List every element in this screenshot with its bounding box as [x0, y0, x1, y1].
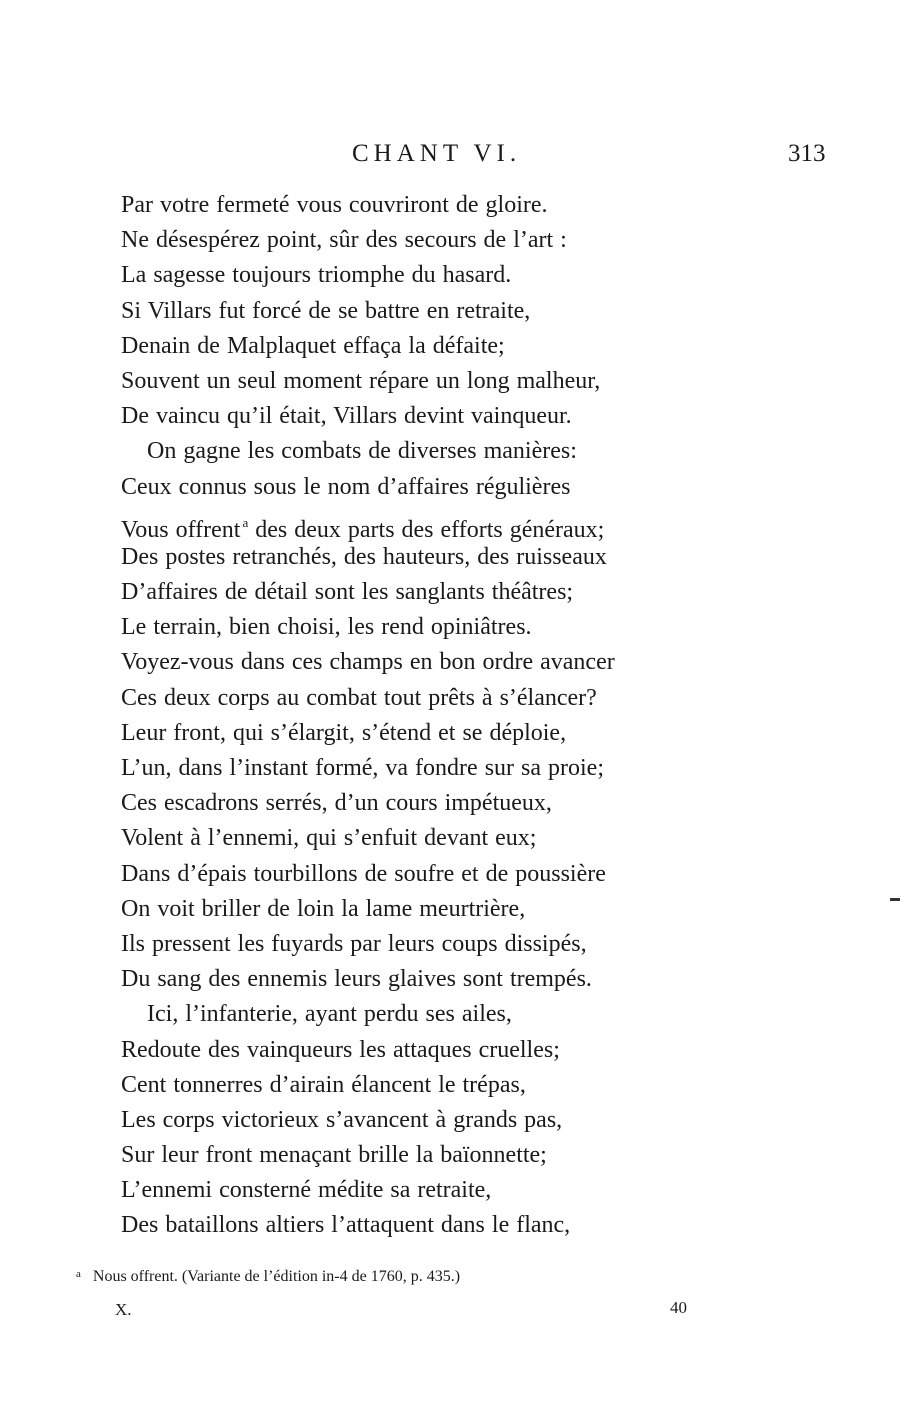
verse-line-text: Des postes retranchés, des hauteurs, des ruisseaux — [121, 543, 607, 570]
verse-line — [121, 505, 841, 543]
verse-line-text: Ces escadrons serrés, d’un cours impétueux, — [121, 790, 552, 817]
edge-mark — [890, 898, 900, 901]
page-number: 313 — [788, 140, 826, 167]
footnote — [76, 1268, 460, 1286]
signature-volume: X. — [115, 1300, 132, 1319]
verse-line — [121, 1173, 841, 1208]
verse-line — [121, 294, 841, 329]
verse-line — [121, 575, 841, 610]
verse-line — [121, 751, 841, 786]
verse-line-text: La sagesse toujours triomphe du hasard. — [121, 262, 512, 289]
footnote-marker: a — [76, 1268, 81, 1280]
verse-line-text: Sur leur front menaçant brille la baïonnette; — [121, 1142, 547, 1169]
verse-line-text: L’ennemi consterné médite sa retraite, — [121, 1177, 492, 1204]
verse-line — [121, 997, 841, 1032]
footnote-text: Nous offrent. (Variante de l’édition in-4 de 1760, p. 435.) — [92, 1268, 461, 1285]
verse-line — [121, 188, 841, 223]
verse-line-text: D’affaires de détail sont les sanglants théâtres; — [121, 579, 574, 606]
verse-line-text: Ne désespérez point, sûr des secours de l’art : — [121, 227, 567, 254]
verse-line-text: Du sang des ennemis leurs glaives sont trempés. — [121, 966, 592, 993]
verse-line — [121, 786, 841, 821]
verse-line-text: Redoute des vainqueurs les attaques cruelles; — [121, 1036, 560, 1063]
verse-line — [121, 645, 841, 680]
verse-line — [121, 857, 841, 892]
verse-line — [121, 821, 841, 856]
verse-text — [121, 188, 841, 1244]
running-title: CHANT VI. — [352, 140, 522, 167]
verse-line-text: Par votre fermeté vous couvriront de gloire. — [121, 192, 548, 218]
verse-line — [121, 223, 841, 258]
signature-number: 40 — [670, 1298, 687, 1317]
verse-line-text-continued: des deux parts des efforts généraux; — [248, 516, 605, 543]
verse-line — [121, 540, 841, 575]
verse-line-text: Cent tonnerres d’airain élancent le trépas, — [121, 1071, 526, 1098]
verse-line-text: Souvent un seul moment répare un long malheur, — [121, 367, 601, 394]
verse-line-text: Ces deux corps au combat tout prêts à s’élancer? — [121, 684, 597, 711]
verse-line — [121, 399, 841, 434]
verse-line — [121, 610, 841, 645]
verse-line-text: Denain de Malplaquet effaça la défaite; — [121, 332, 505, 359]
verse-line-text: L’un, dans l’instant formé, va fondre sur sa proie; — [121, 755, 604, 781]
verse-line — [121, 470, 841, 505]
verse-line — [121, 1103, 841, 1138]
note-reference-marker: a — [242, 514, 249, 530]
verse-line-text: Les corps victorieux s’avancent à grands pas, — [121, 1106, 563, 1133]
verse-line-text: Vous offrent — [121, 516, 241, 543]
verse-line — [121, 364, 841, 399]
verse-line-text: Des bataillons altiers l’attaquent dans le flanc, — [121, 1212, 571, 1239]
verse-line-text: Ceux connus sous le nom d’affaires régulières — [121, 473, 571, 500]
verse-line — [121, 927, 841, 962]
verse-line-text: On voit briller de loin la lame meurtrière, — [121, 895, 526, 922]
verse-line-text: Si Villars fut forcé de se battre en retraite, — [121, 297, 531, 324]
verse-line-text: Leur front, qui s’élargit, s’étend et se déploie, — [121, 719, 567, 746]
verse-line-text: Ici, l’infanterie, ayant perdu ses ailes, — [147, 1001, 512, 1028]
verse-line-text: Le terrain, bien choisi, les rend opiniâtres. — [121, 614, 532, 641]
verse-line — [121, 1068, 841, 1103]
verse-line — [121, 1138, 841, 1173]
running-head — [0, 140, 900, 172]
verse-line — [121, 258, 841, 293]
verse-line-text: Dans d’épais tourbillons de soufre et de poussière — [121, 860, 606, 887]
verse-line — [121, 716, 841, 751]
verse-line — [121, 681, 841, 716]
verse-line-text: On gagne les combats de diverses manières: — [147, 438, 577, 465]
verse-line-text: De vaincu qu’il était, Villars devint vainqueur. — [121, 403, 572, 430]
verse-line-text: Volent à l’ennemi, qui s’enfuit devant eux; — [121, 825, 537, 852]
verse-line-text: Voyez-vous dans ces champs en bon ordre avancer — [121, 649, 615, 676]
verse-line-text: Ils pressent les fuyards par leurs coups dissipés, — [121, 930, 587, 957]
verse-line — [121, 434, 841, 469]
verse-line — [121, 962, 841, 997]
verse-line — [121, 1033, 841, 1068]
verse-line — [121, 329, 841, 364]
verse-line — [121, 892, 841, 927]
verse-line — [121, 1208, 841, 1243]
